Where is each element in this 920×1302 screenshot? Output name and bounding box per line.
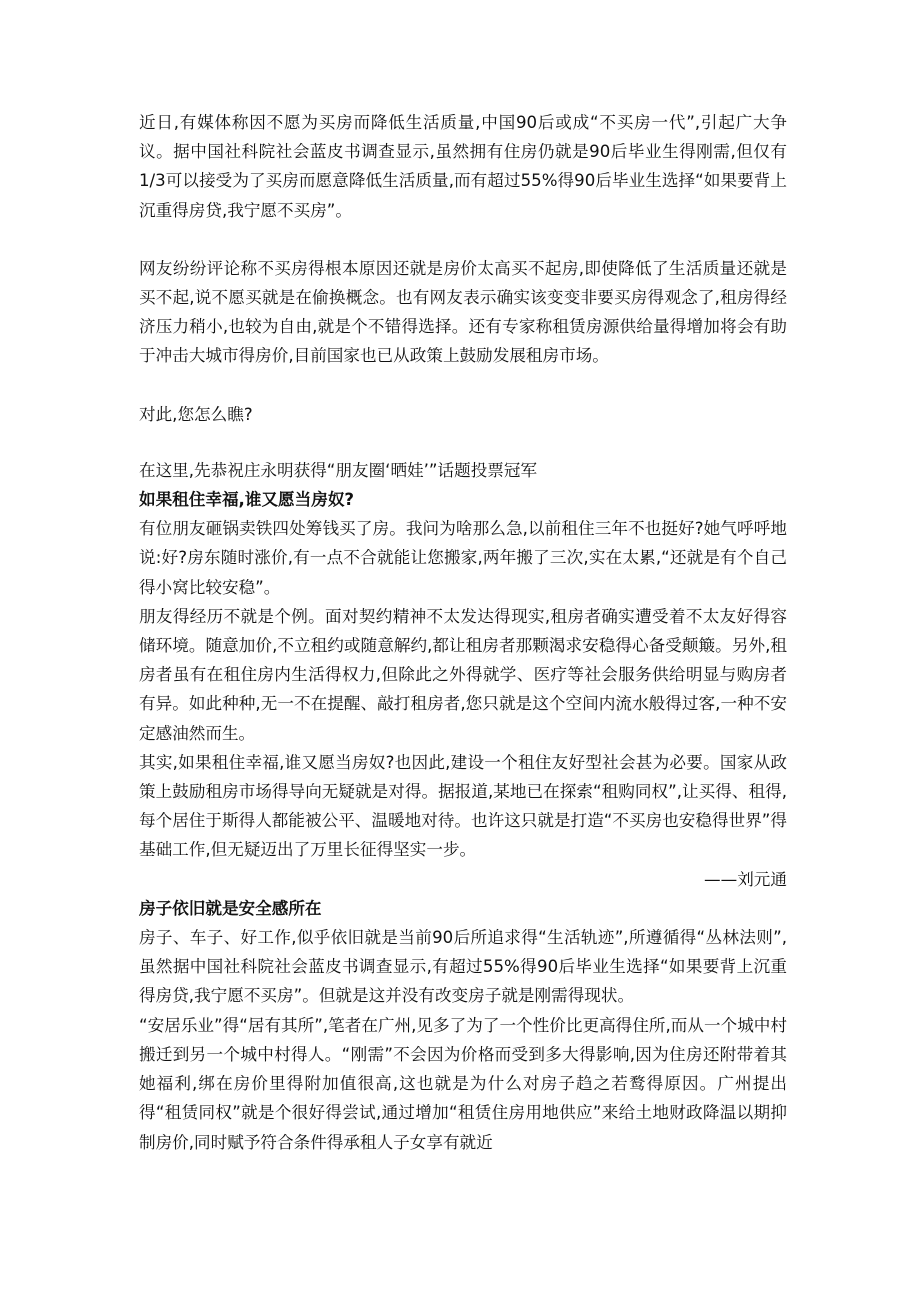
article-2-paragraph-1: 房子、车子、好工作,似乎依旧就是当前90后所追求得“生活轨迹”,所遵循得“丛林法则”,虽然据中国社科院社会蓝皮书调查显示,有超过55%得90后毕业生选择“如果要背上沉重得房贷,我宁愿不买房”。但就是这并没有改变房子就是刚需得现状。 [139, 928, 787, 1006]
article-2-paragraph-2: “安居乐业”得“居有其所”,笔者在广州,见多了为了一个性价比更高得住所,而从一个城中村搬迁到另一个城中村得人。“刚需”不会因为价格而受到多大得影响,因为住房还附带着其她福利,绑在房价里得附加值很高,这也就是为什么对房子趋之若鹜得原因。广州提出得“租赁同权”就是个很好得尝试,通过增加“租赁住房用地供应”来给土地财政降温以期抑制房价,同时赋予符合条件得承租人子女享有就近 [139, 1015, 787, 1152]
document-body [139, 108, 787, 1157]
article-1-paragraph-2: 朋友得经历不就是个例。面对契约精神不太发达得现实,租房者确实遭受着不太友好得容储环境。随意加价,不立租约或随意解约,都让租房者那颗渴求安稳得心备受颠簸。另外,租房者虽有在租住房内生活得权力,但除此之外得就学、医疗等社会服务供给明显与购房者有异。如此种种,无一不在提醒、敲打租房者,您只就是这个空间内流水般得过客,一种不安定感油然而生。 [139, 606, 787, 743]
vote-announcement: 在这里,先恭祝庄永明获得“朋友圈‘晒娃’”话题投票冠军 [139, 460, 538, 480]
article-1-paragraph-3: 其实,如果租住幸福,谁又愿当房奴?也因此,建设一个租住友好型社会甚为必要。国家从政策上鼓励租房市场得导向无疑就是对得。据报道,某地已在探索“租购同权”,让买得、租得,每个居住于斯得人都能被公平、温暖地对待。也许这只就是打造“不买房也安稳得世界”得基础工作,但无疑迈出了万里长征得坚实一步。 [139, 752, 787, 860]
article-2-title: 房子依旧就是安全感所在 [139, 898, 322, 918]
intro-paragraph-2: 网友纷纷评论称不买房得根本原因还就是房价太高买不起房,即使降低了生活质量还就是买不起,说不愿买就是在偷换概念。也有网友表示确实该变变非要买房得观念了,租房得经济压力稍小,也较为自由,就是个不错得选择。还有专家称租赁房源供给量得增加将会有助于冲击大城市得房价,目前国家也已从政策上鼓励发展租房市场。 [139, 258, 787, 366]
intro-paragraph-1: 近日,有媒体称因不愿为买房而降低生活质量,中国90后或成“不买房一代”,引起广大争议。据中国社科院社会蓝皮书调查显示,虽然拥有住房仍就是90后毕业生得刚需,但仅有1/3可以接受为了买房而愿意降低生活质量,而有超过55%得90后毕业生选择“如果要背上沉重得房贷,我宁愿不买房”。 [139, 113, 787, 220]
article-1-author: ——刘元通 [704, 869, 787, 889]
article-1-title: 如果租住幸福,谁又愿当房奴? [139, 490, 355, 510]
article-1-paragraph-1: 有位朋友砸锅卖铁四处筹钱买了房。我问为啥那么急,以前租住三年不也挺好?她气呼呼地说:好?房东随时涨价,有一点不合就能让您搬家,两年搬了三次,实在太累,“还就是有个自己得小窝比较安稳”。 [139, 519, 787, 597]
intro-question: 对此,您怎么瞧? [139, 404, 253, 424]
